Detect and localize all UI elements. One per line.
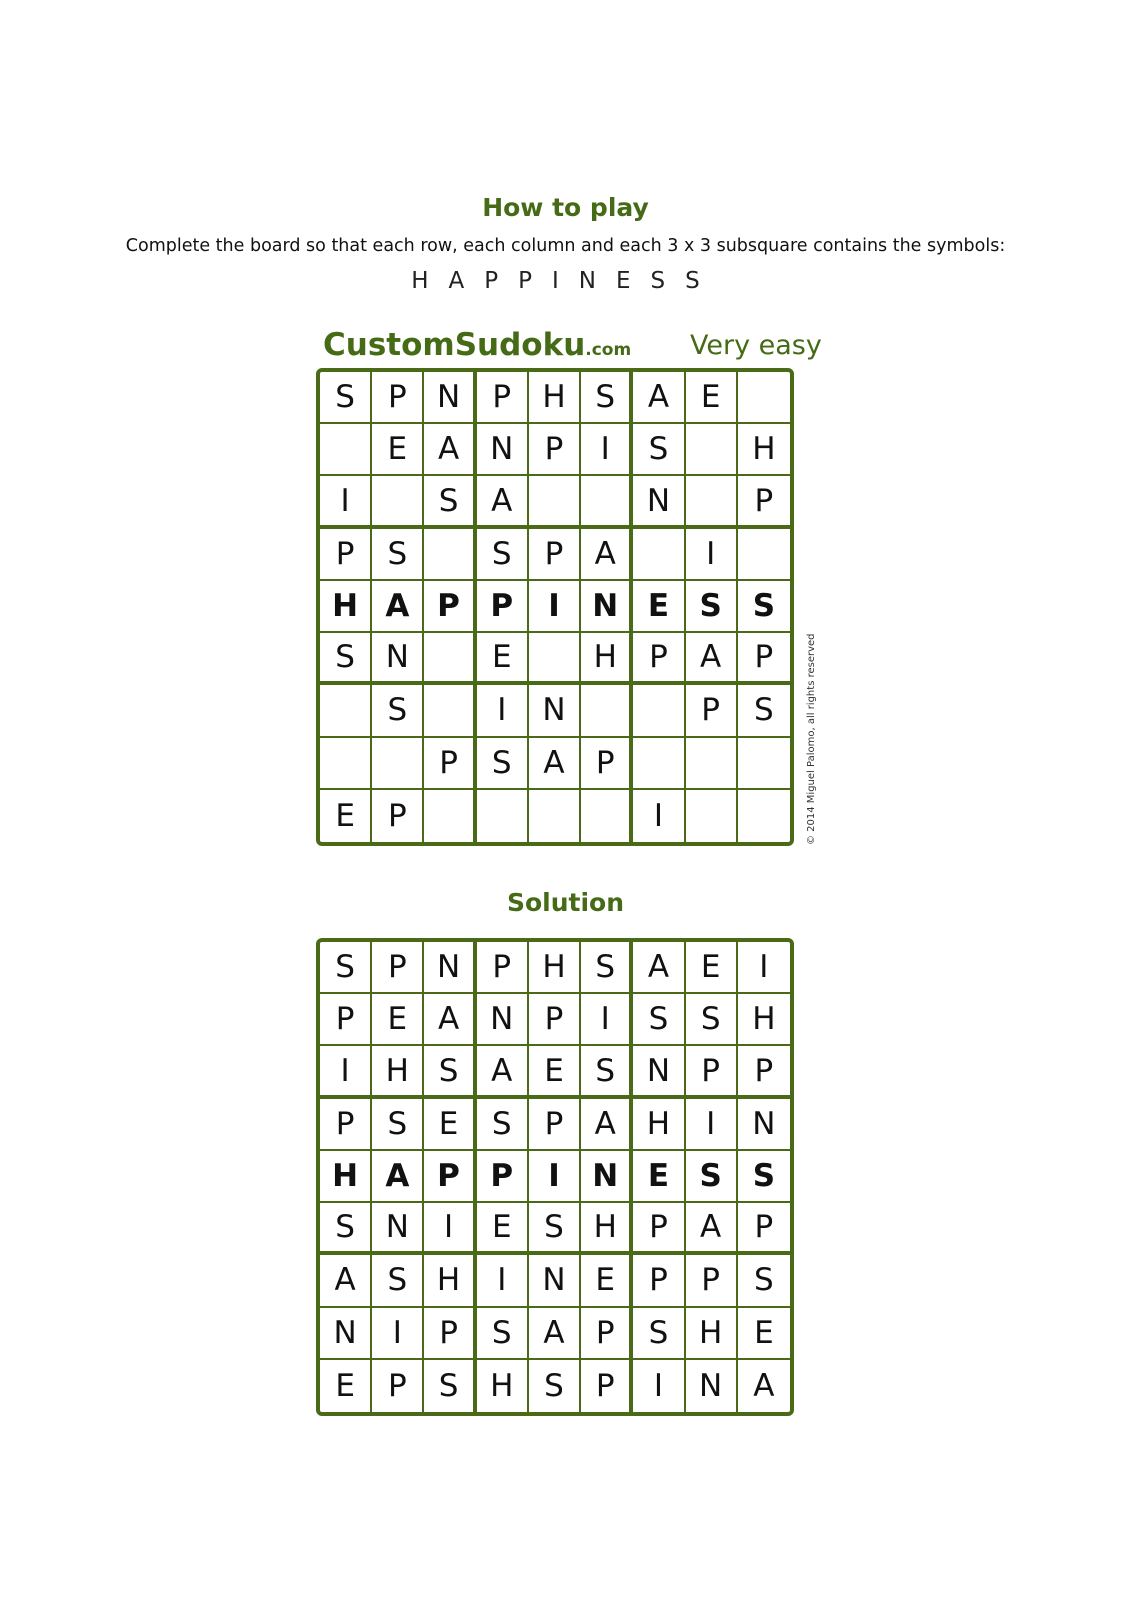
solution-cell-r8c8: H (686, 1308, 738, 1360)
puzzle-cell-r6c2: N (372, 633, 424, 685)
puzzle-cell-r9c2: P (372, 790, 424, 842)
solution-cell-r5c2: A (372, 1151, 424, 1203)
solution-cell-r1c4: P (477, 942, 529, 994)
solution-cell-r6c7: P (633, 1203, 685, 1255)
solution-cell-r9c2: P (372, 1360, 424, 1412)
puzzle-cell-r5c1: H (320, 581, 372, 633)
brand-name: CustomSudoku (323, 327, 586, 363)
puzzle-cell-r1c3: N (424, 372, 476, 424)
solution-cell-r3c7: N (633, 1046, 685, 1098)
puzzle-cell-r5c8: S (686, 581, 738, 633)
solution-cell-r6c8: A (686, 1203, 738, 1255)
solution-cell-r5c5: I (529, 1151, 581, 1203)
solution-cell-r7c9: S (738, 1255, 790, 1307)
puzzle-cell-r7c5: N (529, 685, 581, 737)
solution-cell-r6c3: I (424, 1203, 476, 1255)
solution-cell-r2c5: P (529, 994, 581, 1046)
puzzle-cell-r1c9 (738, 372, 790, 424)
solution-cell-r8c2: I (372, 1308, 424, 1360)
solution-cell-r8c7: S (633, 1308, 685, 1360)
solution-cell-r7c3: H (424, 1255, 476, 1307)
instructions: Complete the board so that each row, each column and each 3 x 3 subsquare contains the symbols: (125, 236, 1006, 256)
puzzle-cell-r7c6 (581, 685, 633, 737)
solution-cell-r9c6: P (581, 1360, 633, 1412)
solution-cell-r4c6: A (581, 1099, 633, 1151)
puzzle-cell-r5c7: E (633, 581, 685, 633)
solution-cell-r1c9: I (738, 942, 790, 994)
solution-cell-r5c7: E (633, 1151, 685, 1203)
puzzle-cell-r2c3: A (424, 424, 476, 476)
puzzle-cell-r7c4: I (477, 685, 529, 737)
puzzle-cell-r5c4: P (477, 581, 529, 633)
solution-cell-r5c4: P (477, 1151, 529, 1203)
puzzle-cell-r6c8: A (686, 633, 738, 685)
solution-cell-r9c8: N (686, 1360, 738, 1412)
puzzle-cell-r9c9 (738, 790, 790, 842)
solution-cell-r2c6: I (581, 994, 633, 1046)
solution-cell-r3c6: S (581, 1046, 633, 1098)
puzzle-cell-r4c2: S (372, 529, 424, 581)
solution-cell-r7c6: E (581, 1255, 633, 1307)
solution-cell-r3c5: E (529, 1046, 581, 1098)
solution-cell-r7c2: S (372, 1255, 424, 1307)
solution-cell-r5c9: S (738, 1151, 790, 1203)
solution-cell-r2c3: A (424, 994, 476, 1046)
solution-cell-r1c7: A (633, 942, 685, 994)
puzzle-cell-r1c1: S (320, 372, 372, 424)
puzzle-cell-r5c6: N (581, 581, 633, 633)
solution-cell-r7c5: N (529, 1255, 581, 1307)
solution-cell-r4c9: N (738, 1099, 790, 1151)
solution-cell-r2c2: E (372, 994, 424, 1046)
solution-cell-r8c6: P (581, 1308, 633, 1360)
puzzle-cell-r8c5: A (529, 738, 581, 790)
puzzle-cell-r7c8: P (686, 685, 738, 737)
solution-cell-r8c1: N (320, 1308, 372, 1360)
puzzle-cell-r8c1 (320, 738, 372, 790)
solution-cell-r9c3: S (424, 1360, 476, 1412)
puzzle-cell-r6c3 (424, 633, 476, 685)
puzzle-cell-r4c6: A (581, 529, 633, 581)
solution-cell-r7c1: A (320, 1255, 372, 1307)
copyright-notice: © 2014 Miguel Palomo, all rights reserved (806, 633, 817, 845)
puzzle-cell-r3c9: P (738, 476, 790, 528)
solution-cell-r9c4: H (477, 1360, 529, 1412)
solution-cell-r5c8: S (686, 1151, 738, 1203)
puzzle-cell-r1c8: E (686, 372, 738, 424)
puzzle-cell-r2c4: N (477, 424, 529, 476)
solution-cell-r6c5: S (529, 1203, 581, 1255)
solution-cell-r3c9: P (738, 1046, 790, 1098)
puzzle-cell-r3c5 (529, 476, 581, 528)
solution-cell-r3c3: S (424, 1046, 476, 1098)
solution-cell-r5c3: P (424, 1151, 476, 1203)
puzzle-cell-r4c7 (633, 529, 685, 581)
puzzle-cell-r8c2 (372, 738, 424, 790)
solution-cell-r2c9: H (738, 994, 790, 1046)
solution-cell-r1c2: P (372, 942, 424, 994)
solution-cell-r2c1: P (320, 994, 372, 1046)
puzzle-cell-r9c3 (424, 790, 476, 842)
puzzle-cell-r3c7: N (633, 476, 685, 528)
solution-cell-r4c7: H (633, 1099, 685, 1151)
puzzle-cell-r9c6 (581, 790, 633, 842)
solution-cell-r3c8: P (686, 1046, 738, 1098)
puzzle-cell-r4c9 (738, 529, 790, 581)
symbol-list: HAPPINESS (411, 268, 720, 294)
puzzle-cell-r1c7: A (633, 372, 685, 424)
puzzle-cell-r1c6: S (581, 372, 633, 424)
solution-title: Solution (506, 888, 625, 917)
puzzle-cell-r7c7 (633, 685, 685, 737)
solution-cell-r8c9: E (738, 1308, 790, 1360)
solution-cell-r3c4: A (477, 1046, 529, 1098)
solution-cell-r8c4: S (477, 1308, 529, 1360)
solution-cell-r4c5: P (529, 1099, 581, 1151)
solution-cell-r9c5: S (529, 1360, 581, 1412)
solution-cell-r2c8: S (686, 994, 738, 1046)
puzzle-cell-r3c6 (581, 476, 633, 528)
solution-cell-r9c1: E (320, 1360, 372, 1412)
puzzle-cell-r8c6: P (581, 738, 633, 790)
puzzle-cell-r5c2: A (372, 581, 424, 633)
puzzle-cell-r2c5: P (529, 424, 581, 476)
puzzle-cell-r8c3: P (424, 738, 476, 790)
puzzle-cell-r4c4: S (477, 529, 529, 581)
solution-cell-r8c5: A (529, 1308, 581, 1360)
difficulty-label: Very easy (690, 330, 822, 361)
solution-cell-r7c8: P (686, 1255, 738, 1307)
solution-cell-r4c3: E (424, 1099, 476, 1151)
puzzle-cell-r8c9 (738, 738, 790, 790)
puzzle-cell-r8c7 (633, 738, 685, 790)
solution-cell-r7c7: P (633, 1255, 685, 1307)
solution-grid (316, 938, 794, 1416)
puzzle-cell-r2c7: S (633, 424, 685, 476)
puzzle-cell-r2c9: H (738, 424, 790, 476)
puzzle-cell-r2c6: I (581, 424, 633, 476)
puzzle-cell-r9c1: E (320, 790, 372, 842)
solution-cell-r8c3: P (424, 1308, 476, 1360)
solution-cell-r4c1: P (320, 1099, 372, 1151)
puzzle-cell-r7c9: S (738, 685, 790, 737)
solution-cell-r1c6: S (581, 942, 633, 994)
puzzle-cell-r7c3 (424, 685, 476, 737)
solution-cell-r1c5: H (529, 942, 581, 994)
puzzle-cell-r7c1 (320, 685, 372, 737)
solution-cell-r6c4: E (477, 1203, 529, 1255)
puzzle-cell-r3c3: S (424, 476, 476, 528)
puzzle-cell-r4c8: I (686, 529, 738, 581)
solution-cell-r1c3: N (424, 942, 476, 994)
puzzle-cell-r6c7: P (633, 633, 685, 685)
solution-cell-r4c4: S (477, 1099, 529, 1151)
brand-suffix: .com (585, 340, 632, 360)
puzzle-cell-r6c5 (529, 633, 581, 685)
puzzle-cell-r2c1 (320, 424, 372, 476)
puzzle-cell-r9c5 (529, 790, 581, 842)
solution-cell-r6c6: H (581, 1203, 633, 1255)
puzzle-cell-r4c1: P (320, 529, 372, 581)
solution-cell-r7c4: I (477, 1255, 529, 1307)
puzzle-cell-r3c1: I (320, 476, 372, 528)
puzzle-cell-r3c2 (372, 476, 424, 528)
puzzle-cell-r1c2: P (372, 372, 424, 424)
puzzle-cell-r4c3 (424, 529, 476, 581)
puzzle-cell-r2c2: E (372, 424, 424, 476)
solution-cell-r9c7: I (633, 1360, 685, 1412)
puzzle-cell-r6c4: E (477, 633, 529, 685)
how-to-play-title: How to play (482, 193, 649, 222)
puzzle-cell-r9c8 (686, 790, 738, 842)
solution-cell-r9c9: A (753, 1367, 775, 1404)
puzzle-cell-r9c4 (477, 790, 529, 842)
puzzle-cell-r1c4: P (477, 372, 529, 424)
puzzle-cell-r5c3: P (424, 581, 476, 633)
solution-cell-r2c7: S (633, 994, 685, 1046)
solution-cell-r3c2: H (372, 1046, 424, 1098)
puzzle-cell-r3c8 (686, 476, 738, 528)
solution-cell-r4c2: S (372, 1099, 424, 1151)
puzzle-cell-r9c7: I (633, 790, 685, 842)
puzzle-cell-r1c5: H (529, 372, 581, 424)
solution-cell-r5c1: H (320, 1151, 372, 1203)
puzzle-grid (316, 368, 794, 846)
puzzle-cell-r8c4: S (477, 738, 529, 790)
puzzle-cell-r4c5: P (529, 529, 581, 581)
puzzle-cell-r5c9: S (738, 581, 790, 633)
solution-cell-r1c8: E (686, 942, 738, 994)
puzzle-cell-r2c8 (686, 424, 738, 476)
puzzle-cell-r8c8 (686, 738, 738, 790)
puzzle-cell-r3c4: A (477, 476, 529, 528)
puzzle-cell-r6c6: H (581, 633, 633, 685)
solution-cell-r4c8: I (686, 1099, 738, 1151)
solution-cell-r1c1: S (320, 942, 372, 994)
puzzle-cell-r5c5: I (529, 581, 581, 633)
solution-cell-r6c1: S (320, 1203, 372, 1255)
solution-cell-r6c2: N (372, 1203, 424, 1255)
solution-cell-r3c1: I (320, 1046, 372, 1098)
solution-cell-r6c9: P (738, 1203, 790, 1255)
solution-cell-r2c4: N (477, 994, 529, 1046)
solution-cell-r5c6: N (581, 1151, 633, 1203)
puzzle-cell-r6c1: S (320, 633, 372, 685)
puzzle-cell-r6c9: P (738, 633, 790, 685)
brand-logo (323, 327, 631, 363)
puzzle-cell-r7c2: S (372, 685, 424, 737)
